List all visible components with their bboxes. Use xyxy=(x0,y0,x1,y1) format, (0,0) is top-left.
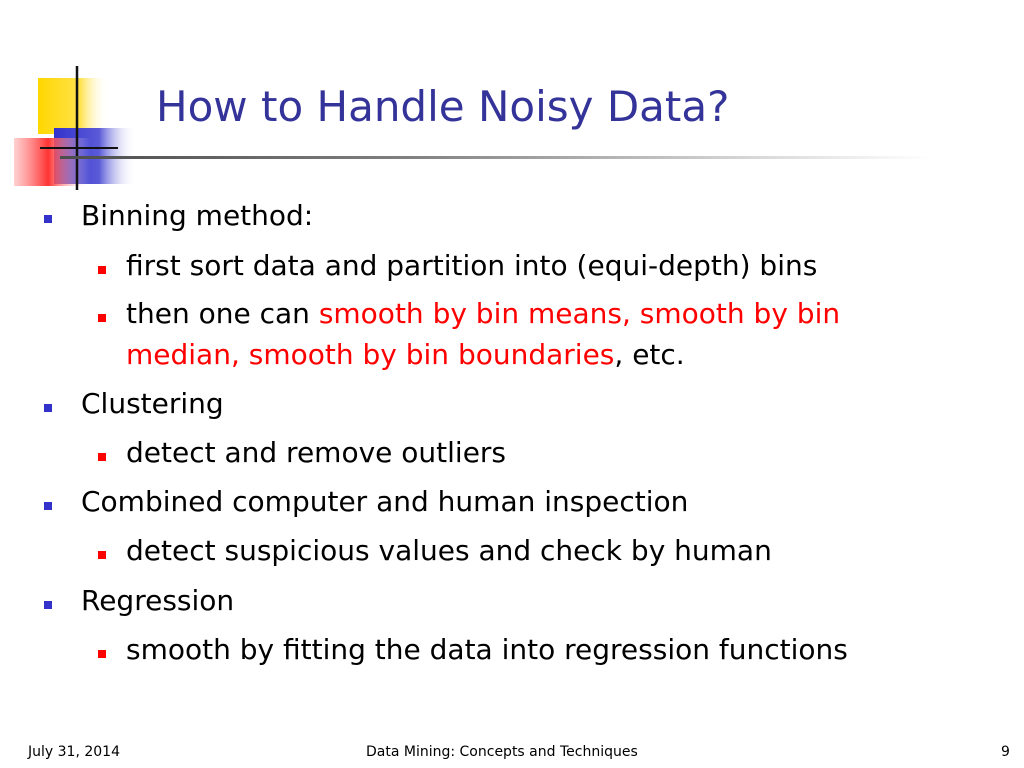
list-item-clustering: Clustering xyxy=(81,387,224,420)
list-item-combined-inspection: Combined computer and human inspection xyxy=(81,485,689,518)
smooth-highlight-line2: median, smooth by bin boundaries xyxy=(126,338,615,371)
smooth-prefix: then one can xyxy=(126,297,319,330)
list-item-regression: Regression xyxy=(81,584,235,617)
smooth-highlight-line1: smooth by bin means, smooth by bin xyxy=(318,297,841,330)
footer-page-number: 9 xyxy=(1001,744,1010,760)
sub-item-smooth-line2 xyxy=(126,335,685,375)
level2-bullet xyxy=(98,266,106,274)
sub-item-outliers: detect and remove outliers xyxy=(126,436,507,469)
level1-bullet xyxy=(44,601,52,609)
level2-bullet xyxy=(98,453,106,461)
decorative-squares-logo xyxy=(0,0,140,200)
slide-title: How to Handle Noisy Data? xyxy=(156,82,730,131)
level1-bullet xyxy=(44,502,52,510)
footer-date: July 31, 2014 xyxy=(28,744,120,760)
sub-item-sort-partition: first sort data and partition into (equi-depth) bins xyxy=(126,249,818,282)
sub-item-regression-functions: smooth by fitting the data into regression functions xyxy=(126,633,848,666)
sub-item-smooth-line1 xyxy=(126,294,840,334)
sub-item-suspicious-values: detect suspicious values and check by human xyxy=(126,534,772,567)
title-underline xyxy=(60,156,930,159)
smooth-suffix: , etc. xyxy=(614,338,685,371)
list-item-binning: Binning method: xyxy=(81,199,314,232)
level2-bullet xyxy=(98,551,106,559)
level2-bullet xyxy=(98,314,106,322)
level1-bullet xyxy=(44,215,52,223)
footer-center-title: Data Mining: Concepts and Techniques xyxy=(366,744,638,760)
level2-bullet xyxy=(98,650,106,658)
level1-bullet xyxy=(44,404,52,412)
